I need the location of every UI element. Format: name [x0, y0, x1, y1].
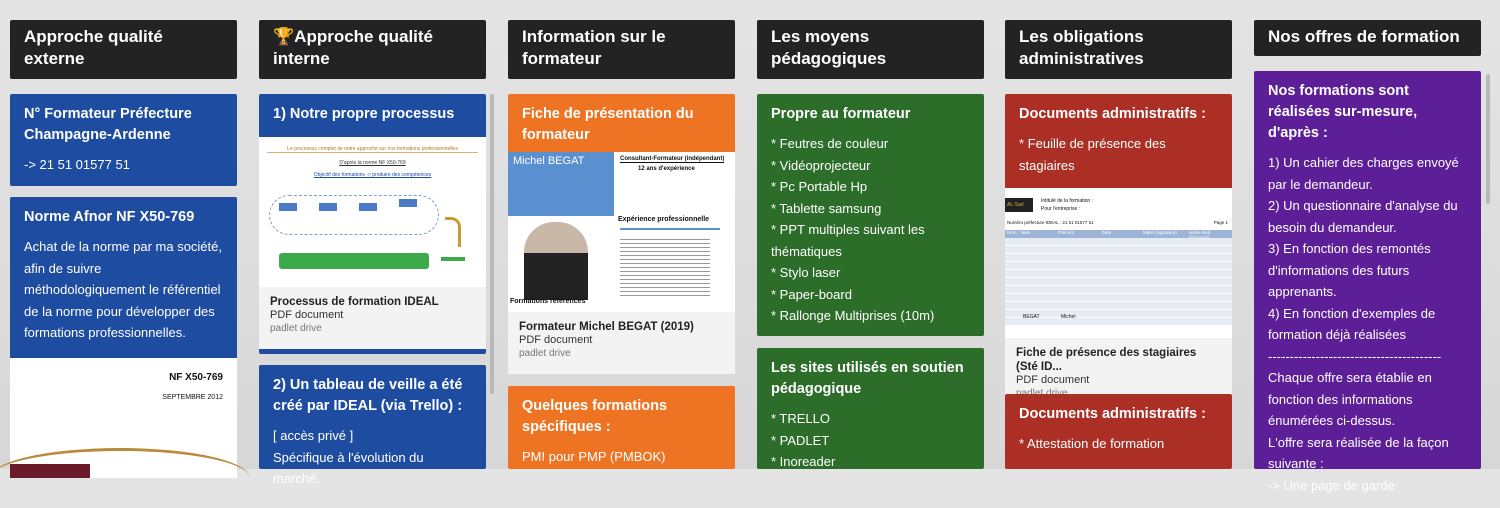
- file-type: PDF document: [1016, 374, 1090, 386]
- file-source: padlet drive: [519, 348, 571, 359]
- file-type: PDF document: [270, 309, 344, 321]
- post-formateur-prefecture[interactable]: [10, 94, 237, 186]
- attachment-feuille-presence[interactable]: [1005, 188, 1232, 400]
- cv-preview: [508, 152, 735, 312]
- sheet-col: Nom: [1020, 230, 1031, 235]
- list-item: 4) En fonction d'exemples de formation déjà réalisées: [1268, 305, 1436, 342]
- list-item: 2) Un questionnaire d'analyse du besoin du demandeur.: [1268, 198, 1458, 235]
- list-item: 1) Un cahier des charges envoyé par le demandeur.: [1268, 155, 1459, 192]
- processus-preview: [259, 137, 486, 287]
- list-item: 3) En fonction des remontés d'informations des futurs apprenants.: [1268, 241, 1431, 299]
- post-propre-formateur[interactable]: [757, 94, 984, 336]
- list-item: * Inoreader: [771, 454, 836, 469]
- file-type: PDF document: [519, 334, 593, 346]
- sheet-col: Prénom: [1058, 230, 1075, 235]
- column-scrollbar[interactable]: [490, 94, 494, 394]
- list-item: * Tablette samsung: [771, 200, 882, 216]
- sheet-label: Pour l'entreprise :: [1041, 206, 1081, 212]
- list-item: * PPT multiples suivant les thématiques: [771, 222, 925, 259]
- post-tableau-veille[interactable]: [259, 365, 486, 486]
- cv-references: Formations références: [510, 298, 586, 305]
- column-title: Information sur le formateur: [508, 20, 735, 79]
- process-step: [279, 203, 297, 211]
- thumb-objective: Objectif des formations -> produire des compétences: [313, 172, 432, 178]
- cv-name: Michel BEGAT: [513, 155, 585, 167]
- process-arrow: [445, 217, 461, 247]
- post-title: Fiche de présentation du formateur: [522, 106, 694, 143]
- sheet-header-row: [1005, 230, 1232, 238]
- norme-document-preview[interactable]: [10, 358, 237, 478]
- file-name: Fiche de présence des stagiaires (Sté ID...: [1016, 347, 1197, 373]
- process-step: [399, 199, 417, 207]
- process-step: [359, 203, 377, 211]
- list-item: * PADLET: [771, 432, 830, 448]
- sheet-page: Page 1: [1213, 220, 1228, 225]
- column-title: Les moyens pédagogiques: [757, 20, 984, 79]
- post-body: PMI pour PMP (PMBOK): [522, 449, 666, 464]
- sheet-label: Intitulé de la formation :: [1041, 198, 1093, 204]
- sheet-col: Nom: [1007, 230, 1017, 235]
- file-name: Formateur Michel BEGAT (2019): [519, 321, 694, 333]
- process-phase-bar: [279, 253, 429, 269]
- cv-text-lines: [620, 236, 710, 296]
- post-title: Propre au formateur: [771, 106, 911, 122]
- column-moyens: [757, 20, 984, 79]
- cv-line: [620, 228, 720, 230]
- cv-role: Consultant-Formateur (indépendant): [620, 156, 725, 162]
- post-title: Quelques formations spécifiques :: [522, 398, 668, 435]
- attachment-meta: [508, 312, 735, 368]
- post-title: 2) Un tableau de veille a été créé par IDEAL (via Trello) :: [273, 377, 463, 414]
- doc-decoration: [0, 448, 250, 508]
- attachment-processus[interactable]: [259, 137, 486, 349]
- process-return-arrow: [441, 257, 465, 261]
- list-item: * Stylo laser: [771, 265, 841, 280]
- process-step: [319, 203, 337, 211]
- cv-experience-title: Expérience professionnelle: [618, 216, 710, 223]
- column-approche-externe: [10, 20, 237, 79]
- thumb-subtitle: D'après la norme NF X50-769: [339, 160, 406, 166]
- post-body: Achat de la norme par ma société, afin de suivre méthodologiquement le référentiel de la norme pour développer des formations professionnelles.: [24, 239, 222, 340]
- post-body: -> 21 51 01577 51: [24, 157, 130, 172]
- post-fiche-formateur[interactable]: [508, 94, 735, 374]
- column-offres: [1254, 20, 1481, 56]
- cv-header-band: [508, 152, 614, 216]
- column-title: Les obligations administratives: [1005, 20, 1232, 79]
- post-title: Nos formations sont réalisées sur-mesure, d'après :: [1268, 83, 1418, 141]
- post-line: Spécifique à l'évolution du marché.: [273, 449, 424, 486]
- column-scrollbar[interactable]: [1486, 74, 1490, 204]
- post-propre-processus[interactable]: [259, 94, 486, 354]
- trainer-photo: [524, 222, 588, 300]
- post-norme-afnor[interactable]: [10, 197, 237, 469]
- post-body: L'offre sera réalisée de la façon suivante :: [1268, 434, 1449, 471]
- list-item: * TRELLO: [771, 411, 831, 426]
- file-name: Processus de formation IDEAL: [270, 296, 439, 308]
- list-item: * Vidéoprojecteur: [771, 157, 871, 173]
- sheet-col: Date: [1101, 230, 1112, 235]
- column-approche-interne: [259, 20, 486, 79]
- column-title: 🏆Approche qualité interne: [259, 20, 486, 79]
- list-item: * Pc Portable Hp: [771, 179, 868, 194]
- post-formations-specifiques[interactable]: [508, 386, 735, 469]
- list-item: * Rallonge Multiprises (10m): [771, 308, 935, 323]
- sheet-cell: BEGAT: [1023, 314, 1040, 320]
- post-line: [ accès privé ]: [273, 428, 354, 443]
- attendance-sheet-preview: [1005, 188, 1232, 338]
- post-title: N° Formateur Préfecture Champagne-Ardenne: [24, 106, 192, 143]
- post-sites-soutien[interactable]: [757, 348, 984, 469]
- doc-band: [10, 464, 90, 478]
- attachment-fiche-formateur[interactable]: [508, 152, 735, 374]
- cv-years: 12 ans d'expérience: [638, 166, 695, 172]
- sheet-prefecture: Numéro préfecture IDEAL : 21 51 01577 51: [1007, 220, 1094, 225]
- list-item: * Paper-board: [771, 286, 852, 302]
- post-title: Documents administratifs :: [1019, 406, 1206, 422]
- post-title: Les sites utilisés en soutien pédagogique: [771, 360, 964, 397]
- attachment-meta: [259, 287, 486, 343]
- column-title: Approche qualité externe: [10, 20, 237, 79]
- post-title: Documents administratifs :: [1019, 106, 1206, 122]
- doc-code: NF X50-769: [169, 371, 223, 383]
- post-body: * Attestation de formation: [1019, 436, 1165, 451]
- doc-date: SEPTEMBRE 2012: [162, 393, 223, 401]
- sheet-col: Après-midi: [1188, 230, 1210, 235]
- thumb-title: Le processus complet de notre approche sur nos formations professionnelles: [267, 137, 478, 153]
- post-body: Chaque offre sera établie en fonction des informations énumérées ci-dessus.: [1268, 370, 1432, 428]
- file-source: padlet drive: [270, 323, 322, 334]
- separator: ----------------------------------------: [1268, 348, 1442, 364]
- column-formateur: [508, 20, 735, 79]
- sheet-col: Matin (signature): [1143, 230, 1177, 235]
- post-attestation[interactable]: [1005, 394, 1232, 469]
- column-obligations: [1005, 20, 1232, 79]
- post-body: -> Une page de garde: [1268, 477, 1395, 493]
- post-formations-sur-mesure[interactable]: [1254, 71, 1481, 493]
- post-title: Norme Afnor NF X50-769: [24, 209, 195, 225]
- company-logo: AL-Sarl: [1005, 198, 1033, 212]
- post-title: 1) Notre propre processus: [273, 106, 455, 122]
- column-title: Nos offres de formation: [1254, 20, 1481, 56]
- sheet-cell: Michel: [1061, 314, 1076, 320]
- sheet-rows: [1005, 238, 1232, 326]
- list-item: * Feutres de couleur: [771, 136, 889, 151]
- post-feuille-presence[interactable]: [1005, 94, 1232, 386]
- post-body: * Feuille de présence des stagiaires: [1019, 136, 1166, 173]
